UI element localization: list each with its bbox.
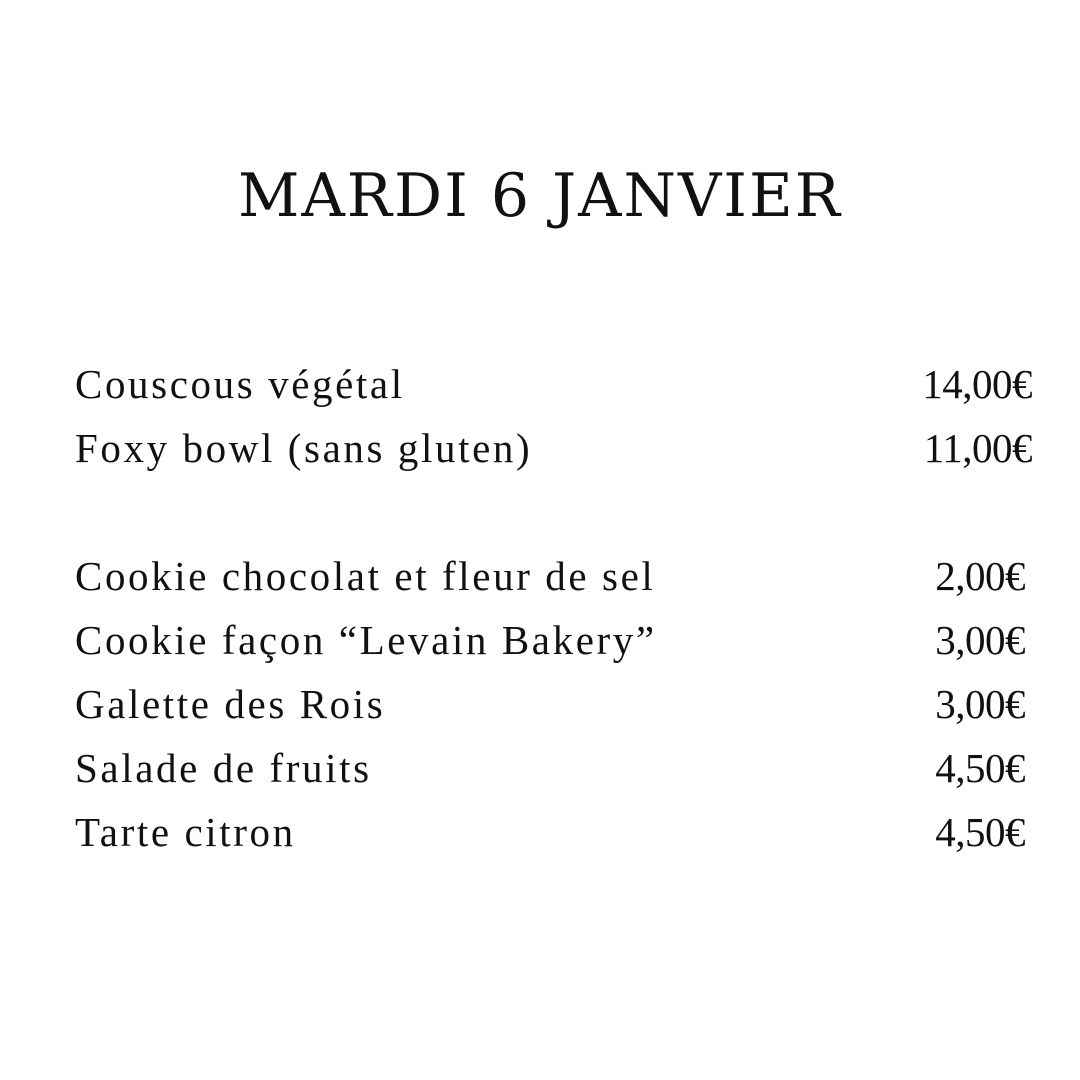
menu-item-name: Salade de fruits xyxy=(75,745,372,791)
menu-item xyxy=(0,420,1080,476)
menu-item xyxy=(0,804,1080,860)
menu-item xyxy=(0,356,1080,412)
menu-item-price: 4,50€ xyxy=(935,809,1025,855)
menu-item xyxy=(0,740,1080,796)
menu-item-price: 3,00€ xyxy=(935,617,1025,663)
page-title: MARDI 6 JANVIER xyxy=(238,161,842,231)
menu-item-price: 11,00€ xyxy=(923,425,1032,471)
menu-item-name: Foxy bowl (sans gluten) xyxy=(75,425,533,471)
menu-item-price: 3,00€ xyxy=(935,681,1025,727)
menu-item xyxy=(0,548,1080,604)
menu-item-name: Tarte citron xyxy=(75,809,296,855)
menu-item-price: 14,00€ xyxy=(922,361,1032,407)
menu-item-price: 4,50€ xyxy=(935,745,1025,791)
menu-item-price: 2,00€ xyxy=(935,553,1025,599)
menu-item-name: Galette des Rois xyxy=(75,681,386,727)
menu-item xyxy=(0,676,1080,732)
menu-item-name: Couscous végétal xyxy=(75,361,405,407)
menu-item-name: Cookie chocolat et fleur de sel xyxy=(75,553,656,599)
menu-item-name: Cookie façon “Levain Bakery” xyxy=(75,617,657,663)
menu-item xyxy=(0,612,1080,668)
